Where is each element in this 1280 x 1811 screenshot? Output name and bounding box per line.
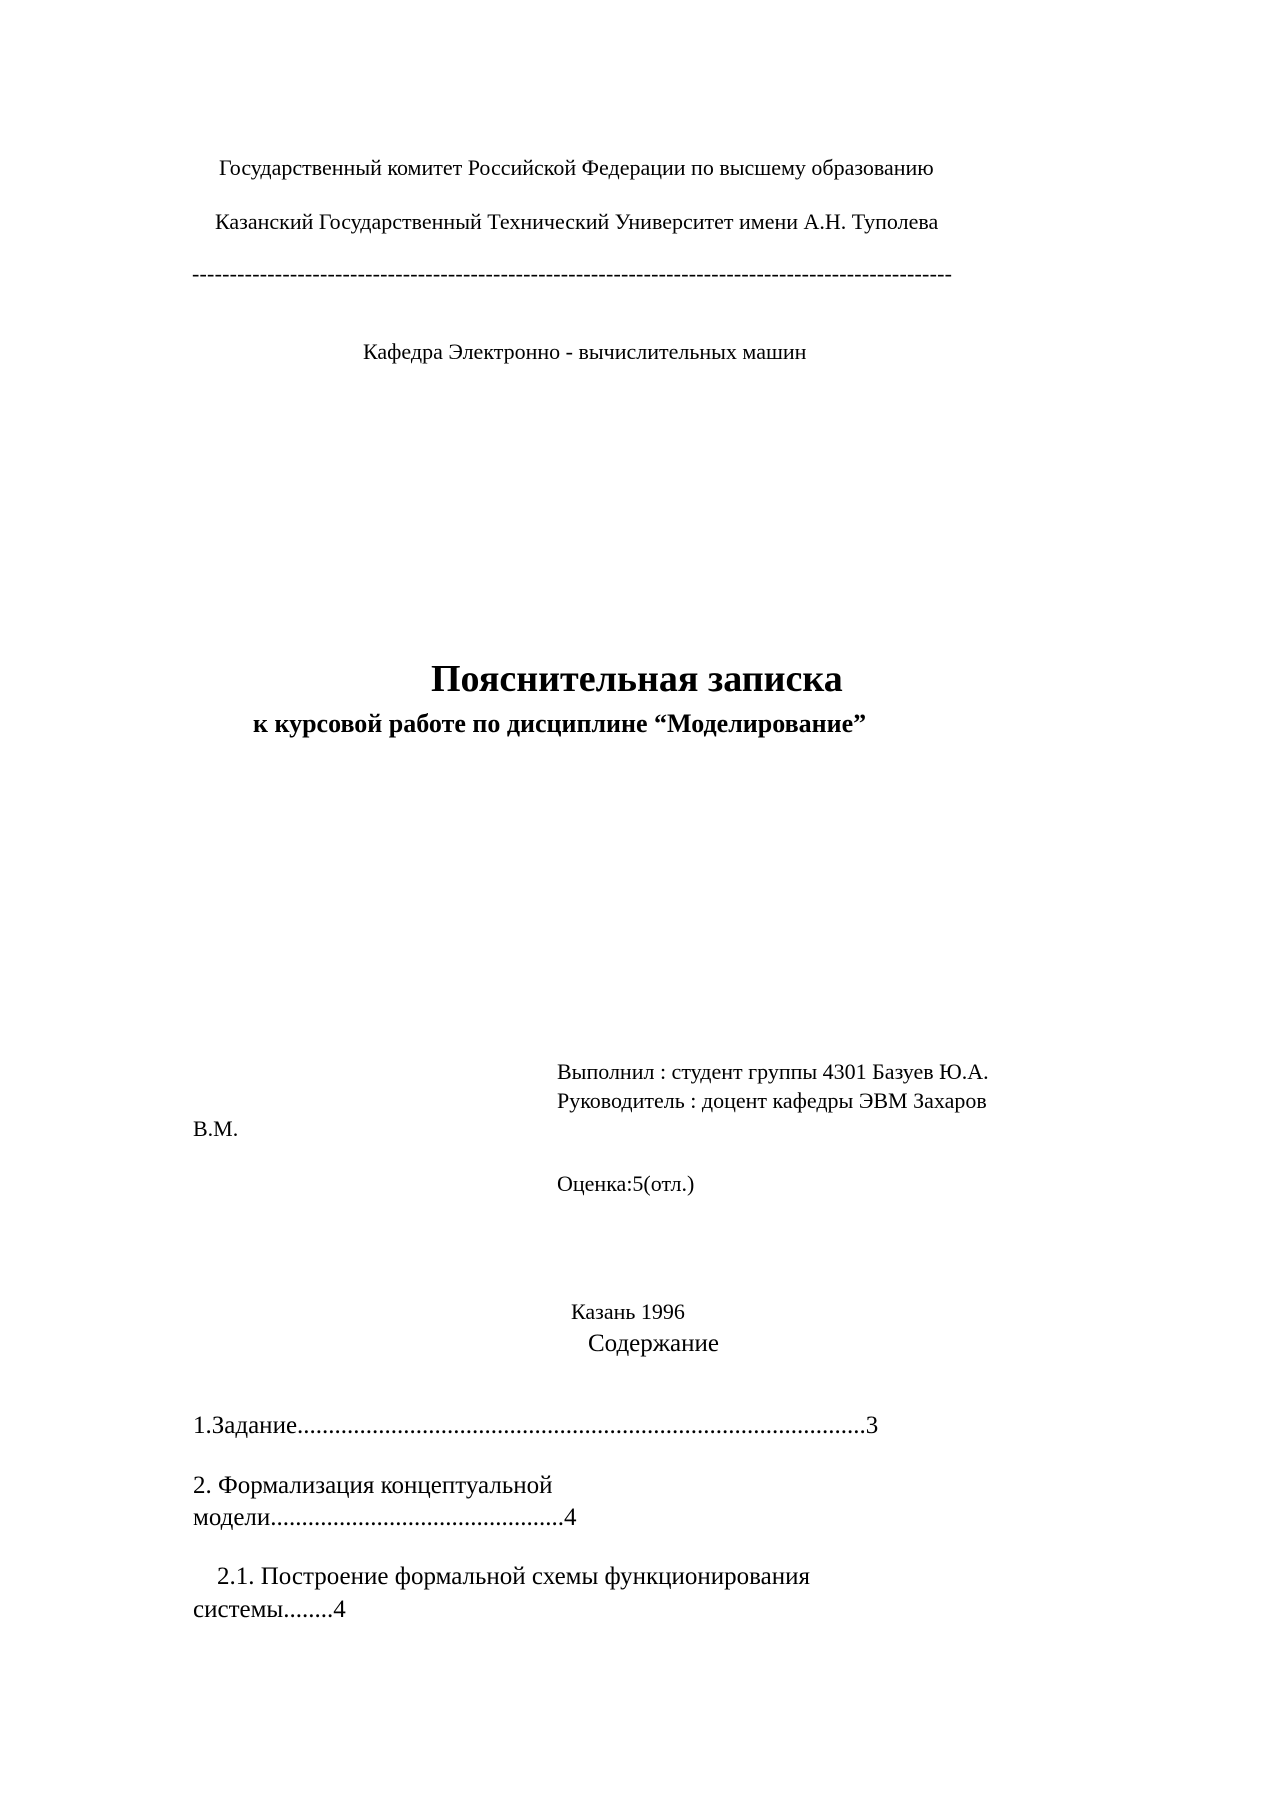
header-committee: Государственный комитет Российской Федерации по высшему образованию	[219, 155, 934, 180]
document-title: Пояснительная записка	[431, 658, 843, 700]
toc-item-2-cont: модели...............................................4	[193, 1504, 577, 1531]
document-subtitle: к курсовой работе по дисциплине “Моделирование”	[253, 709, 867, 738]
city-year: Казань 1996	[571, 1299, 685, 1324]
header-university: Казанский Государственный Технический Университет имени А.Н. Туполева	[215, 209, 939, 234]
toc-item-2-1: 2.1. Построение формальной схемы функционирования	[217, 1563, 810, 1590]
header-separator: -----------------------------------------------------------------------------------------------------	[192, 261, 953, 286]
toc-item-2: 2. Формализация концептуальной	[193, 1472, 553, 1499]
contents-heading: Содержание	[588, 1330, 719, 1357]
toc-item-2-1-cont: системы........4	[193, 1596, 346, 1623]
credit-performed: Выполнил : студент группы 4301 Базуев Ю.А.	[557, 1059, 989, 1084]
credit-supervisor-wrap: В.М.	[193, 1116, 239, 1141]
credit-supervisor: Руководитель : доцент кафедры ЭВМ Захаров	[557, 1088, 987, 1113]
toc-item-1: 1.Задание...........................................................................................3	[193, 1412, 879, 1439]
department-name: Кафедра Электронно - вычислительных машин	[363, 339, 807, 364]
credit-grade: Оценка:5(отл.)	[557, 1171, 695, 1196]
